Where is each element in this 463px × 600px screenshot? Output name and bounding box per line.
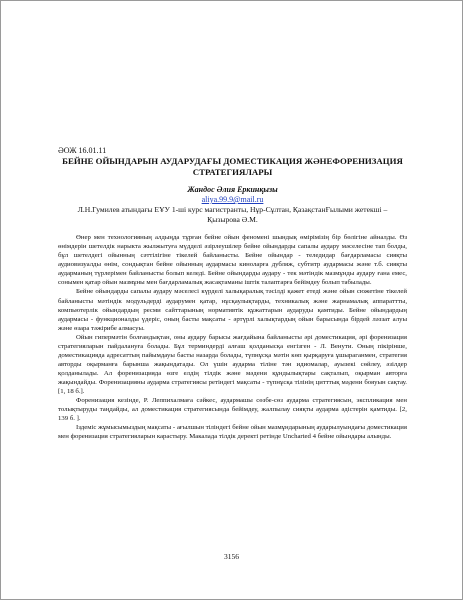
author-affiliation bbox=[58, 205, 407, 224]
article-page bbox=[58, 146, 407, 441]
body-paragraph-4: Форенизация кезінде, Р. Леппихалмаға сәйкес, аудармашы сөзбе-сөз аударма стратегиясын, экспликация мен толықтыруды таңдайды, ал доместикация стратегиясында бейімдеу, жалпылау сияқты аударма әдістерін қамтиды. [2, 139 б. ]. bbox=[58, 397, 407, 423]
affiliation-line-2: Қызырова Ә.М. bbox=[207, 214, 258, 224]
article-body bbox=[58, 233, 407, 441]
article-title bbox=[58, 156, 407, 177]
body-paragraph-3: Ойын гипермәтін болғандықтан, оны аудару барысы жағдайына байланысты әрі доместикация, әрі форенизация стратегияларын пайдалануға болады. Бұл терминдерді алғаш қолданысқа енгізген - Л. Венути. Оның пікірінше, доместикацияда адресаттың пайымдауы басты назарда болады, түпнұсқа мәтін көп қырқаруға ұшыраганмен, стратегия авторды оқырманға барынша жақындатады. Ол үшін аударма тіліне тән идиомалар, ауызекі сөйлеу, әзілдер қолданылады. Ал форенизацияда өзге елдің тілдік және мәдени құндылықтары сақталып, оқырман авторға жақындайды. Форенизацияны аударма стратегиясы ретіндегі мақсаты - түпнұсқа тілінің цитттық мәдени бояуын сақтау. [1, 18 б.]. bbox=[58, 333, 407, 395]
body-paragraph-5: Іздеміс жұмысымыздың мақсаты - ағылшын тіліндегі бейне ойын мазмұндарының аударылуындағы доместикация мен форенизация стратегияларын карастыру. Макалада тілдік деректі ретінде Uncharted 4 бейне ойындары алынды. bbox=[58, 424, 407, 441]
body-paragraph-1: Өнер мен технологияның алдыңда тұрған бейне ойын феномені шындық өмірімізің бір бөлігіне айналды. Өз өнімдерін шетелдік нарыкта жылжытуға мүдделі әзірлеушілер бейне ойындарды сапалы аудару мәселесіне тап болды, бұл шетелдегі ойынның сәттілігіне тікелей байланысты. Бейне ойындар - теледидар бағдарламасы сияқты аудиовизуалды өнім, сондықтан бейне ойынның аудармасы киноларға дубляж, субтитр аудармасы және т.б. сияқты аударманың түрлерімен байланысты болып келеді. Бейне ойындарды аудару - тек мәтіндік мазмұнды аудару ғана емес, сонымен қатар ойын мазмұны мен бағдарламалық жасақтаманы іштік талаптарға бейімдеу болып табылады. bbox=[58, 234, 407, 287]
udc-code: ӘОЖ 16.01.11 bbox=[58, 146, 107, 155]
affiliation-line-1: Л.Н.Гумилев атындағы ЕҰУ 1-ші курс магистранты, Нұр-Сұлтан, ҚазақстанҒылыми жетекші – bbox=[77, 205, 388, 214]
title-line-2: СТРАТЕГИЯЛАРЫ bbox=[192, 166, 273, 177]
page-number: 3156 bbox=[224, 552, 239, 561]
author-name: Жандос Әлия Еркинқызы bbox=[187, 185, 278, 194]
body-paragraph-2: Бейне ойындарды сапалы аудару мәселесі күрделі халықаралық тәсілді қажет етеді және ойын сюжетіне тікелей байланысты мәтіндік модульдерді аударумен қатар, нұсқаулықтарды, техникалық және жарнамалық аппараттты, компьютерлік ойындардың ресми сайттарының нормативтік құжаттарын аударуды қамтиды. Бейне ойындардың аудармасы - функционалды үдеріс, оның басты мақсаты - әртүрлі халықтардың ойын барысында бірдей ләззат алуы және өзара тәжірибе алмасуы. bbox=[58, 288, 407, 332]
title-line-1: БЕЙНЕ ОЙЫНДАРЫН АУДАРУДАҒЫ ДОМЕСТИКАЦИЯ ЖӘНЕФОРЕНИЗАЦИЯ bbox=[62, 156, 403, 166]
author-email-link[interactable]: aliya.99.9@mail.ru bbox=[201, 195, 264, 204]
